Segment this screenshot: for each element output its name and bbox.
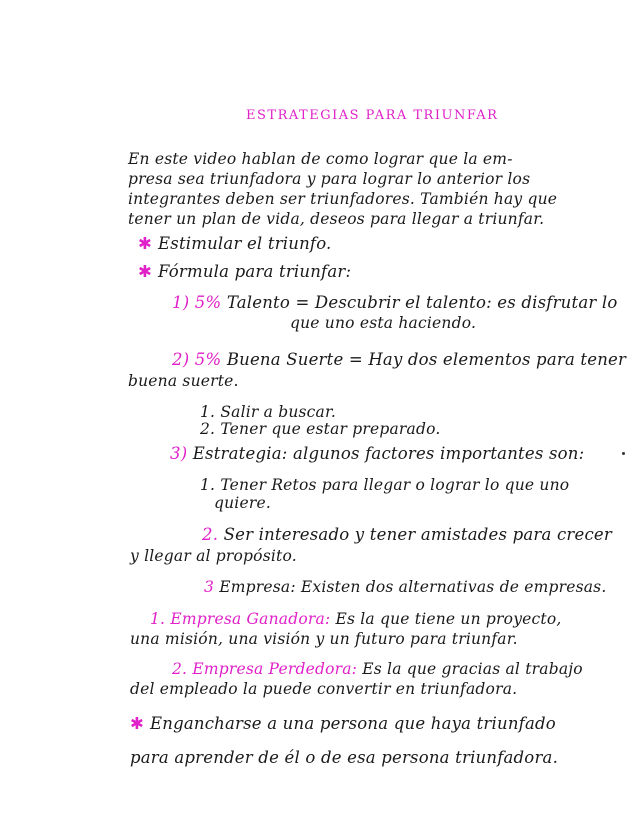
star-icon: ✱ — [138, 262, 153, 281]
intro-line-2: presa sea triunfadora y para lograr lo anterior los — [128, 170, 531, 188]
intro-line-3: integrantes deben ser triunfadores. También hay que — [128, 190, 558, 208]
formula-item-2-cont: buena suerte. — [128, 372, 239, 390]
final-line-2: para aprender de él o de esa persona triunfadora. — [130, 748, 559, 767]
margin-dot — [622, 452, 625, 455]
strategy-sub-1-cont: quiere. — [214, 494, 271, 512]
intro-line-4: tener un plan de vida, deseos para llegar a triunfar. — [128, 210, 545, 228]
strategy-sub-2-cont: y llegar al propósito. — [130, 547, 297, 565]
formula-item-3: 3) Estrategia: algunos factores importantes son: — [170, 444, 585, 463]
formula-item-2-sub-1: 1. Salir a buscar. — [200, 403, 337, 421]
formula-item-1: 1) 5% Talento = Descubrir el talento: es disfrutar lo — [172, 293, 618, 312]
intro-line-1: En este video hablan de como lograr que la em- — [128, 150, 513, 168]
star-icon: ✱ — [138, 234, 153, 253]
empresa-ganadora-cont: una misión, una visión y un futuro para triunfar. — [130, 630, 518, 648]
page-title: ESTRATEGIAS PARA TRIUNFAR — [246, 108, 499, 123]
strategy-sub-2: 2. Ser interesado y tener amistades para crecer — [202, 525, 612, 544]
strategy-sub-1: 1. Tener Retos para llegar o lograr lo que uno — [200, 476, 570, 494]
empresa-perdedora-cont: del empleado la puede convertir en triunfadora. — [130, 680, 518, 698]
bullet-formula: ✱ Fórmula para triunfar: — [138, 262, 352, 281]
formula-item-2-sub-2: 2. Tener que estar preparado. — [200, 420, 441, 438]
empresa-perdedora: 2. Empresa Perdedora: Es la que gracias al trabajo — [172, 660, 583, 678]
formula-item-2: 2) 5% Buena Suerte = Hay dos elementos para tener — [172, 350, 627, 369]
final-line-1: ✱ Engancharse a una persona que haya triunfado — [130, 714, 556, 733]
star-icon: ✱ — [130, 714, 145, 733]
empresa-ganadora: 1. Empresa Ganadora: Es la que tiene un proyecto, — [150, 610, 562, 628]
bullet-estimular: ✱ Estimular el triunfo. — [138, 234, 332, 253]
formula-item-1-cont: que uno esta haciendo. — [290, 314, 477, 332]
strategy-sub-3: 3 Empresa: Existen dos alternativas de empresas. — [204, 578, 607, 596]
